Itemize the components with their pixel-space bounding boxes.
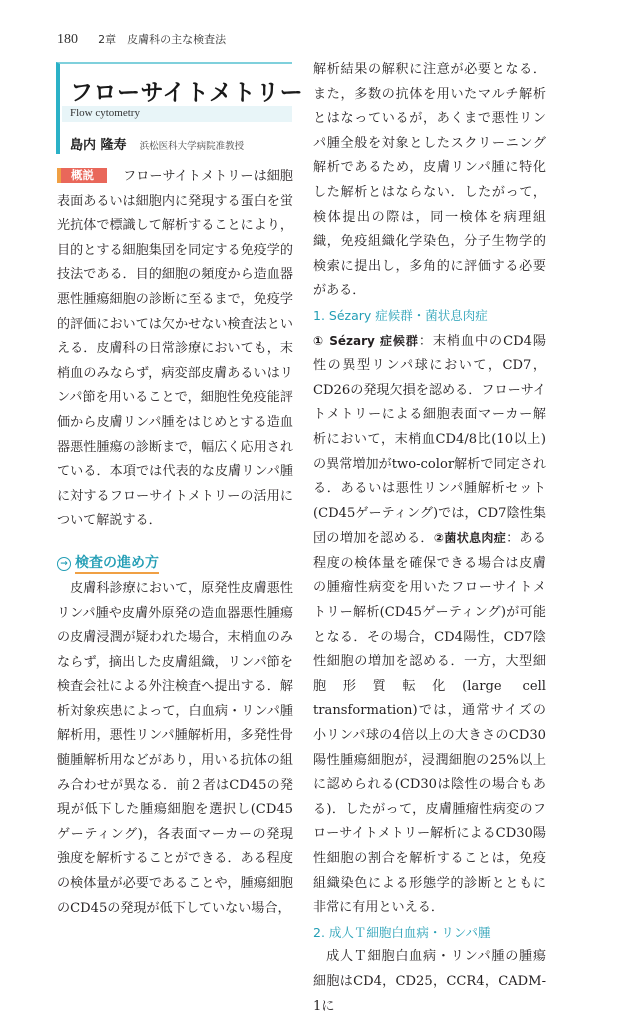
article-title-box [56, 62, 304, 154]
section-heading-procedure: → 検査の進め方 [57, 551, 293, 575]
left-column [57, 165, 293, 921]
author-affiliation: 浜松医科大学病院准教授 [139, 141, 245, 152]
running-head [57, 31, 226, 48]
page-number: 180 [57, 32, 78, 47]
subsection-heading-sezary: 1. Sézary 症候群・菌状息肉症 [313, 307, 488, 323]
author-line [70, 134, 244, 153]
sezary-paragraph: ① Sézary 症候群：末梢血中のCD4陽性の異型リンパ球において，CD7，CD26の発現欠損を認める．フローサイトメトリーによる細胞表面マーカー解析において，末梢血CD4/8比(10以上)の異常増加がtwo-color解析で同定される．あるいは悪性リンパ腫解析セット(CD45ゲーティング)では，CD7陰性集団の増加を認める．②菌状息肉症：ある程度の検体量を確保できる場合は皮膚の腫瘤性病変を用いたフローサイトメトリー解析(CD45ゲーティング)が可能となる．その場合，CD4陽性，CD7陰性細胞の増加を認める．一方，大型細胞形質転化(large cell transformation)では，通常サイズの小リンパ球の4倍以上の大きさのCD30陽性腫瘍細胞が，浸潤細胞の25%以上に認められる(CD30は陰性の場合もある)．したがって，皮膚腫瘤性病変のフローサイトメトリー解析によるCD30陽性細胞の割合を解析することは，免疫組織染色による形態学的診断とともに非常に有用といえる． [313, 333, 547, 916]
author-name: 島内 隆寿 [70, 138, 127, 153]
subsection-heading-atll: 2. 成人Ｔ細胞白血病・リンパ腫 [313, 924, 491, 940]
overview-paragraph [57, 165, 293, 534]
article-subtitle-en: Flow cytometry [70, 107, 140, 119]
atll-paragraph: 成人Ｔ細胞白血病・リンパ腫の腫瘍細胞はCD4，CD25，CCR4，CADM-1に [313, 949, 546, 1014]
overview-text: フローサイトメトリーは細胞表面あるいは細胞内に発現する蛋白を蛍光抗体で標識して解析することにより，目的とする細胞集団を同定する免疫学的技法である．目的細胞の頻度から造血器悪性腫瘍細胞の診断に至るまで，免疫学的評価においては欠かせない検査法といえる．皮膚科の日常診療においても，末梢血のみならず，病変部皮膚あるいはリンパ節を用いることで，細胞性免疫能評価から皮膚リンパ腫をはじめとする造血器悪性腫瘍の診断まで，幅広く応用されている．本項では代表的な皮膚リンパ腫に対するフローサイトメトリーの活用について解説する． [57, 169, 293, 529]
procedure-paragraph: 皮膚科診療において，原発性皮膚悪性リンパ腫や皮膚外原発の造血器悪性腫瘍の皮膚浸潤が疑われた場合，末梢血のみならず，摘出した皮膚組織，リンパ節を検査会社による外注検査へ提出する．解析対象疾患によって，白血病・リンパ腫解析用，悪性リンパ腫解析用，多発性骨髄腫解析用などがあり，用いる抗体の組み合わせが異なる．前２者はCD45の発現が低下した腫瘍細胞を選択し(CD45ゲーティング)，各表面マーカーの発現強度を解析することができる．ある程度の検体量が必要であることや，腫瘍細胞のCD45の発現が低下していない場合， [57, 580, 293, 916]
circled-arrow-right-icon: → [57, 557, 71, 571]
chapter-title: 2章 皮膚科の主な検査法 [98, 33, 227, 46]
right-column [313, 58, 546, 1019]
procedure-paragraph-continued: 解析結果の解釈に注意が必要となる．また，多数の抗体を用いたマルチ解析とはなっているが，あくまで悪性リンパ腫全般を対象としたスクリーニング解析であるため，皮膚リンパ腫に特化した解析とはならない．したがって，検体提出の際は，同一検体を病理組織，免疫組織化学染色，分子生物学的検索に提出し，多角的に評価する必要がある． [313, 62, 546, 299]
overview-tag: 概説 [57, 168, 107, 183]
article-title: フローサイトメトリー [70, 80, 304, 106]
term-sezary: ① Sézary 症候群 [313, 333, 419, 348]
term-mycosis-fungoides: ②菌状息肉症 [433, 531, 507, 546]
